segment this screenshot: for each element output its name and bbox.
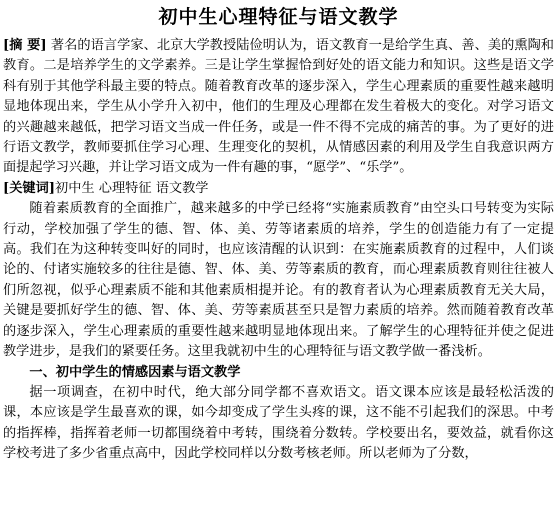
abstract-tag: [摘 要] (3, 38, 47, 53)
section-paragraph: 据一项调查，在初中时代，绝大部分同学都不喜欢语文。语文课本应该是最轻松活泼的课，本应该是学生最喜欢的课，如今却变成了学生头疼的课，这不能不引起我们的深思。中考的指挥棒，指挥着老师一切都围绕着中考转，围绕着分数转。学校要出名，要效益，就看你这学校考进了多少省重点高中，因此学校同样以分数考核老师。所以老师为了分数， (3, 384, 554, 462)
document-page (3, 0, 554, 465)
abstract-paragraph (3, 36, 554, 179)
keywords-text: 初中生 心理特征 语文教学 (55, 180, 209, 196)
document-title: 初中生心理特征与语文教学 (158, 6, 399, 28)
intro-paragraph: 随着素质教育的全面推广，越来越多的中学已经将“实施素质教育”由空头口号转变为实际行动，学校加强了学生的德、智、体、美、劳等诸素质的培养，学生的创造能力有了一定提高。我们在为这种转变叫好的同时，也应该清醒的认识到：在实施素质教育的过程中，人们谈论的、付诸实施较多的往往是德、智、体、美、劳等素质的教育，而心理素质教育则往往被人们所忽视，似乎心理素质不能和其他素质相提并论。有的教育者认为心理素质教育无关大局，关键是要抓好学生的德、智、体、美、劳等素质甚至只是智力素质的培养。然而随着教育改革的逐步深入，学生心理素质的重要性越来越明显地体现出来。了解学生的心理特征并使之促进教学进步，是我们的紧要任务。这里我就初中生的心理特征与语文教学做一番浅析。 (3, 201, 554, 360)
section-heading: 一、初中学生的情感因素与语文教学 (29, 364, 241, 380)
abstract-text: 著名的语言学家、北京大学教授陆俭明认为，语文教育一是给学生真、善、美的熏陶和教育。二是培养学生的文学素养。三是让学生掌握恰到好处的语文能力和知识。这些是语文学科有别于其他学科最主要的特点。随着教育改革的逐步深入，学生心理素质的重要性越来越明显地体现出来，学生从小学升入初中，他们的生理及心理都在发生着极大的变化。对学习语文的兴趣越来越低，把学习语文当成一件任务，或是一件不得不完成的痛苦的事。为了更好的进行语文教学，教师要抓住学习心理、生理变化的契机，从情感因素的利用及学生自我意识两方面提起学习兴趣，并让学习语文成为一件有趣的事，“愿学”、“乐学”。 (3, 38, 554, 176)
keywords-tag: [关键词] (3, 180, 56, 196)
keywords-line (3, 179, 554, 199)
